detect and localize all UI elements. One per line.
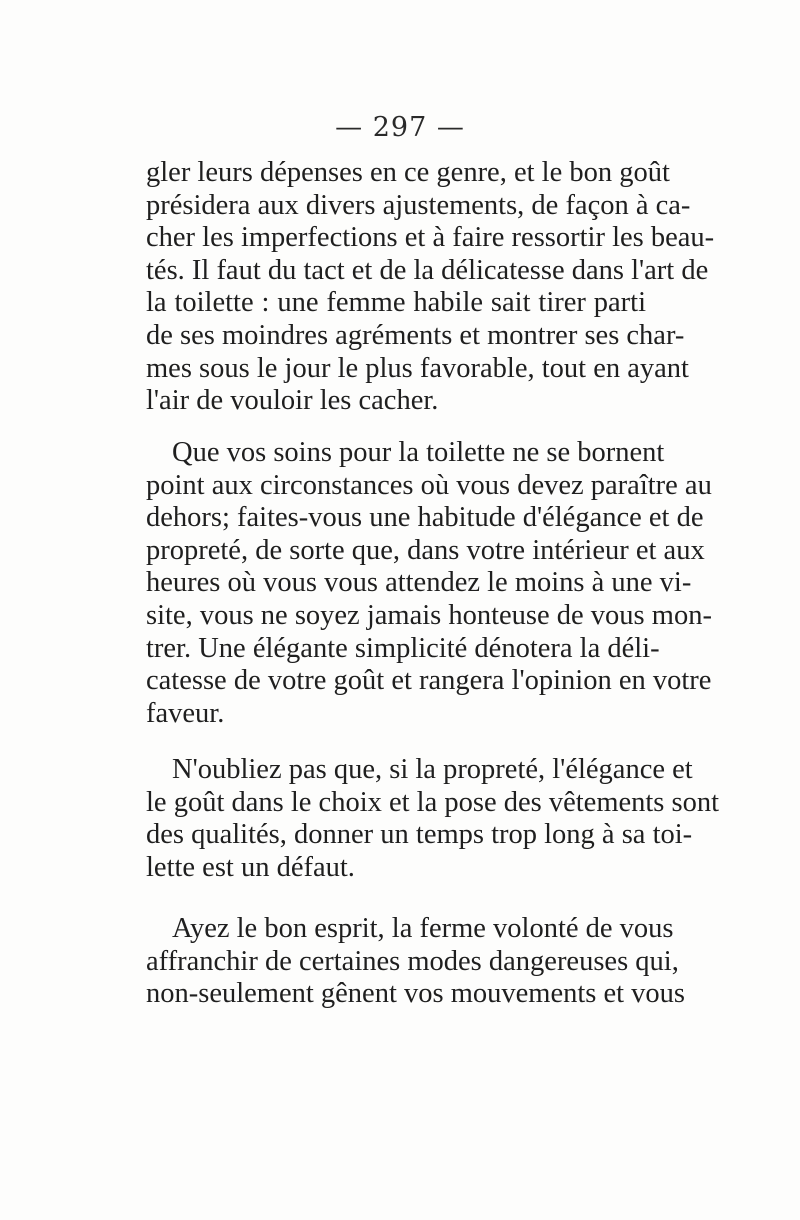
text-line: N'oubliez pas que, si la propreté, l'élégance et (172, 754, 693, 785)
paragraph-2 (146, 437, 712, 730)
text-line: point aux circonstances où vous devez paraître au (146, 469, 712, 501)
text-line: mes sous le jour le plus favorable, tout en ayant (146, 352, 689, 384)
paragraph-3 (146, 754, 720, 884)
text-line: affranchir de certaines modes dangereuses qui, (146, 945, 679, 977)
text-line: non-seulement gênent vos mouvements et vous (146, 978, 686, 1010)
text-line: catesse de votre goût et rangera l'opinion en votre (146, 665, 712, 697)
text-line: dehors; faites-vous une habitude d'élégance et de (146, 502, 704, 534)
paragraph-1 (146, 157, 715, 418)
text-line: gler leurs dépenses en ce genre, et le bon goût (146, 157, 670, 188)
text-line: l'air de vouloir les cacher. (146, 385, 439, 417)
text-line: tés. Il faut du tact et de la délicatesse dans l'art de (146, 254, 709, 286)
text-line: Que vos soins pour la toilette ne se bornent (172, 437, 665, 468)
page-number: — 297 — (335, 112, 465, 143)
text-line: de ses moindres agréments et montrer ses char- (146, 319, 685, 351)
text-line: heures où vous vous attendez le moins à une vi- (146, 567, 692, 599)
text-line: Ayez le bon esprit, la ferme volonté de vous (172, 913, 674, 944)
text-line: cher les imperfections et à faire ressortir les beau- (146, 222, 715, 254)
text-line: la toilette : une femme habile sait tirer parti (146, 287, 646, 319)
text-line: trer. Une élégante simplicité dénotera la déli- (146, 632, 660, 664)
text-line: le goût dans le choix et la pose des vêtements sont (146, 786, 720, 818)
text-line: présidera aux divers ajustements, de façon à ca- (146, 189, 691, 221)
text-line: des qualités, donner un temps trop long à sa toi- (146, 819, 693, 851)
text-line: propreté, de sorte que, dans votre intérieur et aux (146, 534, 705, 566)
paragraph-4 (146, 913, 686, 1011)
text-line: lette est un défaut. (146, 851, 355, 883)
text-line: faveur. (146, 697, 225, 729)
text-line: site, vous ne soyez jamais honteuse de vous mon- (146, 599, 712, 631)
